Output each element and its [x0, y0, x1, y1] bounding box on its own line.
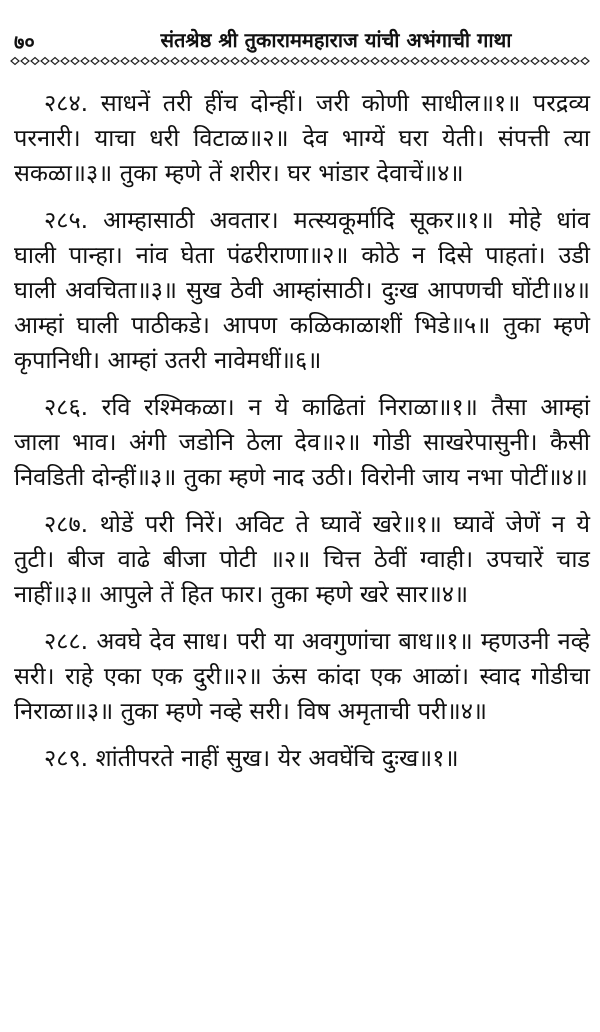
page-number: ७०	[14, 30, 35, 54]
running-title: संतश्रेष्ठ श्री तुकाराममहाराज यांची अभंगाची गाथा	[160, 28, 512, 52]
page-header	[0, 0, 600, 64]
abhang-288: २८८. अवघे देव साध। परी या अवगुणांचा बाध॥१॥ म्हणउनी नव्हे सरी। राहे एका एक दुरी॥२॥ ऊंस कांदा एक आळां। स्वाद गोडीचा निराळा॥३॥ तुका म्हणे नव्हे सरी। विष अमृताची परी॥४॥	[14, 627, 590, 725]
abhang-286: २८६. रवि रश्मिकळा। न ये काढितां निराळा॥१॥ तैसा आम्हां जाला भाव। अंगी जडोनि ठेला देव॥२॥ गोडी साखरेपासुनी। कैसी निवडिती दोन्हीं॥३॥ तुका म्हणे नाद उठी। विरोनी जाय नभा पोटीं॥४॥	[14, 393, 590, 491]
abhang-285: २८५. आम्हासाठी अवतार। मत्स्यकूर्मादि सूकर॥१॥ मोहे धांव घाली पान्हा। नांव घेता पंढरीराणा॥२॥ कोठे न दिसे पाहतां। उडी घाली अवचिता॥३॥ सुख ठेवी आम्हांसाठी। दुःख आपणची घोंटी॥४॥ आम्हां घाली पाठीकडे। आपण कळिकाळाशीं भिडे॥५॥ तुका म्हणे कृपानिधी। आम्हां उतरी नावेमधीं॥६॥	[14, 206, 590, 374]
abhang-284: २८४. साधनें तरी हींच दोन्हीं। जरी कोणी साधील॥१॥ परद्रव्य परनारी। याचा धरी विटाळ॥२॥ देव भाग्यें घरा येती। संपत्ती त्या सकळा॥३॥ तुका म्हणे तें शरीर। घर भांडार देवाचें॥४॥	[14, 89, 590, 187]
abhang-289: २८९. शांतीपरते नाहीं सुख। येर अवघेंचि दुःख॥१॥	[44, 744, 459, 772]
abhang-287: २८७. थोडें परी निरें। अविट ते घ्यावें खरे॥१॥ घ्यावें जेणें न ये तुटी। बीज वाढे बीजा पोटी ॥२॥ चित्त ठेवीं ग्वाही। उपचारें चाड नाहीं॥३॥ आपुले तें हित फार। तुका म्हणे खरे सार॥४॥	[14, 510, 590, 608]
abhang-text	[14, 86, 590, 776]
decorative-chain-border	[10, 56, 590, 66]
